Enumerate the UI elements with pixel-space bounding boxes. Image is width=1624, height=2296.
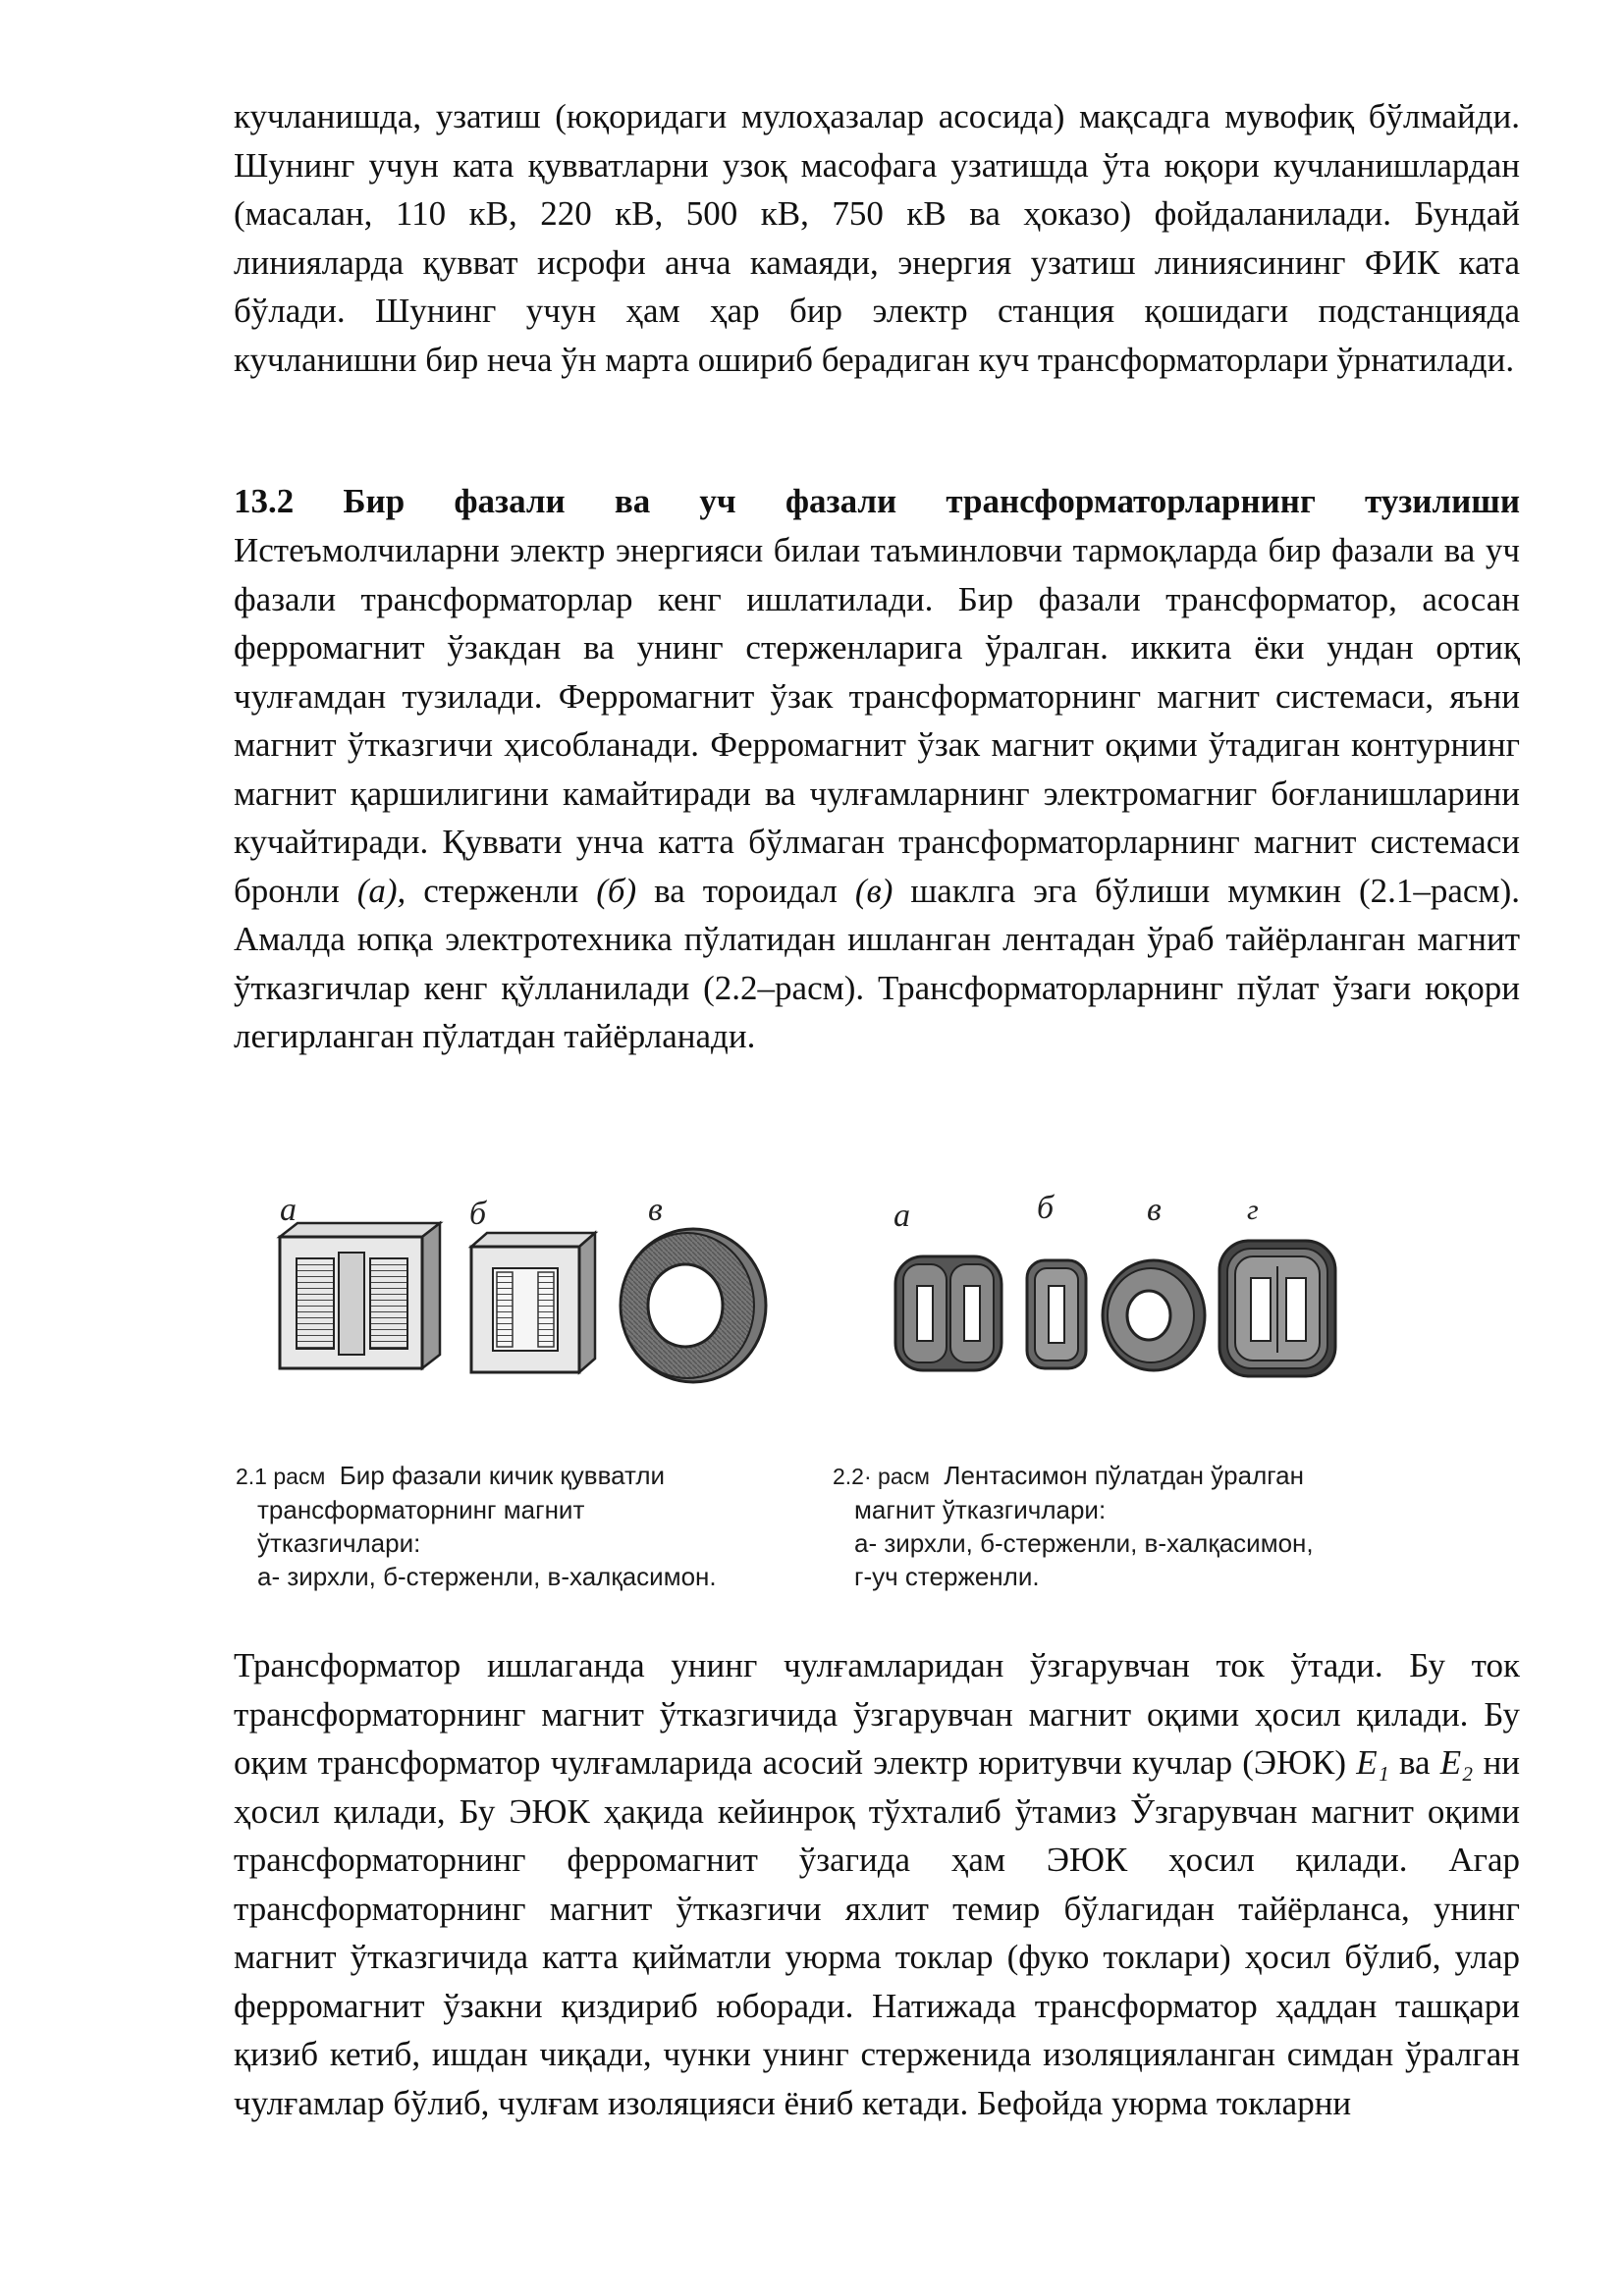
figure1-caption-number: 2.1 расм — [236, 1464, 326, 1489]
fig2-letter-v: в — [1147, 1192, 1162, 1228]
figure2-caption-line3: а- зирхли, б-стерженли, в-халқасимон, — [854, 1528, 1314, 1558]
figure2-caption-line2: магнит ўтказгичлари: — [854, 1495, 1107, 1524]
p2-text-a: Истеъмолчиларни электр энергияси билаи таъминловчи тармоқларда бир фазали ва уч фазали трансформаторлар кенг ишлатилади. Бир фазали трансформатор, асосан ферромагнит ўзакдан ва унинг стерженларига ўралган. иккита ёки ундан ортиқ чулғамдан тузилади. Ферромагнит ўзак трансформаторнинг магнит системаси, яъни магнит ўтказгичи ҳисобланади. Ферромагнит ўзак магнит оқими ўтадиган контурнинг магнит қаршилигини камайтиради ва чулғамларнинг электромагниг боғланишларини кучайтиради. Қуввати унча катта бўлмаган трансформаторларнинг магнит системаси бронли — [234, 531, 1520, 910]
figure2-caption — [833, 1459, 1314, 1593]
wound-three-limb-core-drawing — [1219, 1241, 1335, 1376]
cores-illustration — [226, 1217, 1404, 1472]
fig2-letter-g: г — [1247, 1194, 1259, 1226]
figure1-caption-line3: ўтказгичлари: — [257, 1528, 421, 1558]
fig1-letter-v: в — [648, 1192, 663, 1228]
fig1-letter-b: б — [469, 1196, 487, 1232]
figure1-caption-line4: а- зирхли, б-стерженли, в-халқасимон. — [257, 1562, 717, 1591]
emf-e2: E₂ — [1439, 1743, 1474, 1782]
core-type-drawing — [471, 1233, 595, 1372]
figure1-caption — [236, 1459, 717, 1593]
section-heading: 13.2 Бир фазали ва уч фазали трансформаторларнинг тузилиши — [234, 482, 1520, 520]
p3-text-mid: ва — [1398, 1743, 1431, 1782]
p2-italic-c: (в) — [854, 871, 893, 910]
shell-core-drawing — [280, 1223, 440, 1368]
p2-italic-b: (б) — [596, 871, 637, 910]
figure2-caption-line1: Лентасимон пўлатдан ўралган — [944, 1461, 1304, 1490]
figure2-caption-line4: г-уч стерженли. — [854, 1562, 1040, 1591]
p2-text-b: стерженли — [423, 871, 579, 910]
wound-shell-core-drawing — [895, 1256, 1001, 1370]
figure1-caption-line1: Бир фазали кичик қувватли — [339, 1461, 666, 1490]
fig2-letter-b: б — [1037, 1190, 1055, 1226]
paragraph-intro: кучланишда, узатиш (юқоридаги мулоҳазалар асосида) мақсадга мувофиқ бўлмайди. Шунинг учун ката қувватларни узоқ масофага узатишда ўта юқори кучланишлардан (масалан, 110 кВ, 220 кВ, 500 кВ, 750 кВ ва ҳоказо) фойдаланилади. Бундай линияларда қувват исрофи анча камаяди, энергия узатиш линиясининг ФИК ката бўлади. Шунинг учун ҳам ҳар бир электр станция қошидаги подстанцияда кучланишни бир неча ўн марта ошириб берадиган куч трансформаторлари ўрнатилади. — [234, 97, 1520, 379]
toroidal-core-drawing — [621, 1229, 766, 1382]
p3-text-b: ни ҳосил қилади, Бу ЭЮК ҳақида кейинроқ тўхталиб ўтамиз Ўзгарувчан магнит оқими трансформаторнинг ферромагнит ўзагида ҳам ЭЮК ҳосил қилади. Агар трансформаторнинг магнит ўтказгичи яхлит темир бўлагидан тайёрланса, унинг магнит ўтказгичида катта қийматли уюрма токлар (фуко токлари) ҳосил бўлиб, улар ферромагнит ўзакни қиздириб юборади. Натижада трансформатор ҳаддан ташқари қизиб кетиб, ишдан чиқади, чунки унинг стерженида изоляцияланган симдан ўралган чулғамлар бўлиб, чулғам изоляцияси ёниб кетади. Бефойда уюрма токларни — [234, 1743, 1521, 2122]
fig2-letter-a: а — [893, 1198, 910, 1234]
figure1-caption-line2: трансформаторнинг магнит — [257, 1495, 585, 1524]
paragraph-structure — [234, 526, 1520, 1061]
p2-text-d: шаклга эга бўлиши мумкин (2.1–расм). Амалда юпқа электротехника пўлатидан ишланган лентадан ўраб тайёрланган магнит ўтказгичлар кенг қўлланилади (2.2–расм). Трансформаторларнинг пўлат ўзаги юқори легирланган пўлатдан тайёрланади. — [234, 871, 1520, 1055]
emf-e1: E₁ — [1356, 1743, 1389, 1782]
paragraph-operation — [234, 1641, 1520, 2127]
p3-text-a: Трансформатор ишлаганда унинг чулғамларидан ўзгарувчан ток ўтади. Бу ток трансформаторнинг магнит ўтказгичида ўзгарувчан магнит оқими ҳосил қилади. Бу оқим трансформатор чулғамларида асосий электр юритувчи кучлар (ЭЮК) — [234, 1646, 1520, 1782]
p2-italic-a: (а), — [356, 871, 406, 910]
wound-ring-core-drawing — [1103, 1260, 1205, 1370]
p2-text-c: ва тороидал — [654, 871, 838, 910]
wound-core-type-drawing — [1027, 1260, 1086, 1368]
figure2-caption-number: 2.2· расм — [833, 1464, 930, 1489]
fig1-letter-a: а — [280, 1192, 297, 1228]
